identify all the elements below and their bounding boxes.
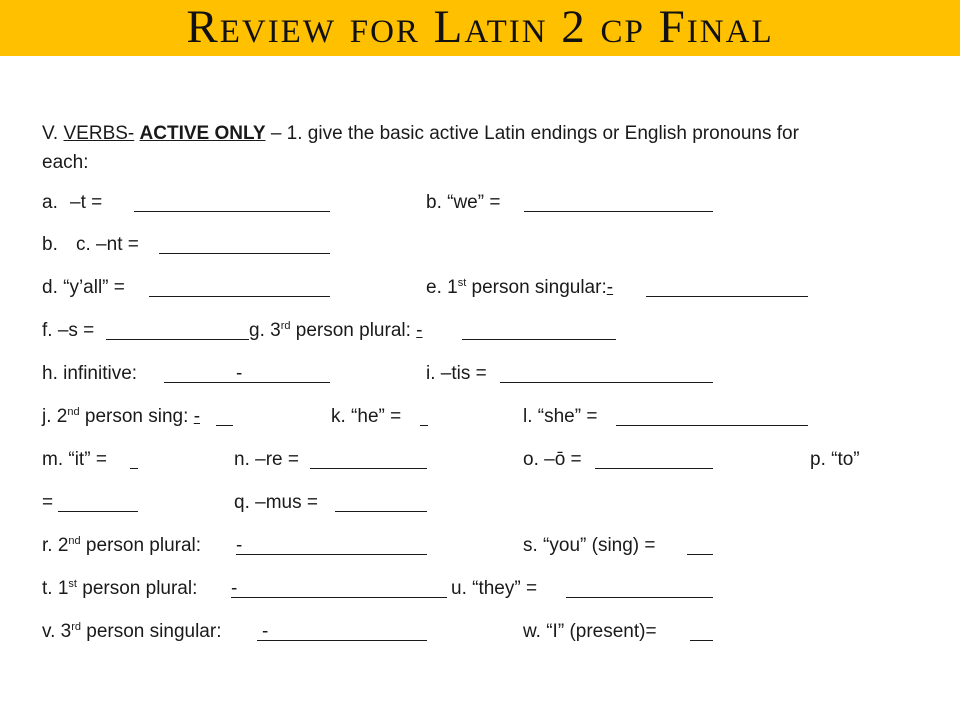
item-e-prompt — [426, 276, 613, 300]
item-p-equals: = — [42, 492, 54, 513]
item-j-dash: - — [193, 406, 201, 427]
item-v-dash: - — [262, 621, 269, 642]
item-e-text-rest: person singular: — [466, 277, 607, 298]
item-h-dash: - — [236, 363, 243, 384]
item-d-prompt: d. “y’all” = — [42, 277, 125, 298]
item-t-ordinal: st — [68, 578, 77, 590]
item-t-text-rest: person plural: — [76, 578, 198, 599]
item-o-prompt: o. –ō = — [523, 449, 582, 470]
item-b-prompt: b. “we” = — [426, 192, 501, 213]
item-h-prompt: h. infinitive: — [42, 363, 138, 384]
item-j-ordinal: nd — [67, 406, 80, 418]
item-k-prompt: k. “he” = — [331, 406, 402, 427]
item-g-ordinal: rd — [280, 320, 291, 332]
item-n-prompt: n. –re = — [234, 449, 299, 470]
item-v-ordinal: rd — [71, 621, 81, 633]
item-w-blank[interactable] — [690, 640, 713, 641]
item-r-text: r. 2 — [42, 535, 69, 556]
item-r-blank[interactable] — [236, 554, 427, 555]
item-v-text-rest: person singular: — [81, 621, 222, 642]
item-n-blank[interactable] — [310, 468, 427, 469]
item-j-text-rest: person sing: — [79, 406, 189, 427]
item-j-prompt — [42, 405, 200, 429]
item-s-prompt: s. “you” (sing) = — [523, 535, 656, 556]
item-u-blank[interactable] — [566, 597, 713, 598]
section-numeral: V. — [42, 123, 59, 144]
item-p-blank[interactable] — [58, 511, 138, 512]
item-c-blank[interactable] — [159, 253, 330, 254]
item-k-blank[interactable] — [420, 425, 428, 426]
item-m-prompt: m. “it” = — [42, 449, 107, 470]
item-g-blank[interactable] — [462, 339, 616, 340]
item-v-prompt — [42, 620, 221, 644]
item-v-blank[interactable] — [257, 640, 427, 641]
section-heading — [42, 122, 799, 146]
item-b2-letter: b. — [42, 234, 58, 255]
item-c-prompt: c. –nt = — [76, 234, 139, 255]
instruction-text: – 1. give the basic active Latin endings or English pronouns for — [270, 123, 799, 144]
item-a-blank[interactable] — [134, 211, 330, 212]
page-title: Review for Latin 2 cp Final — [186, 1, 774, 53]
item-b-blank[interactable] — [524, 211, 713, 212]
item-r-ordinal: nd — [68, 535, 81, 547]
item-g-text: g. 3 — [249, 320, 281, 341]
item-h-blank[interactable] — [164, 382, 330, 383]
item-g-prompt — [249, 319, 423, 343]
item-u-prompt: u. “they” = — [451, 578, 538, 599]
item-w-prompt: w. “I” (present)= — [523, 621, 657, 642]
item-v-text: v. 3 — [42, 621, 72, 642]
item-l-blank[interactable] — [616, 425, 808, 426]
item-e-blank[interactable] — [646, 296, 808, 297]
item-r-dash: - — [236, 535, 243, 556]
item-j-text: j. 2 — [42, 406, 68, 427]
item-g-dash: - — [416, 320, 423, 341]
item-t-dash: - — [231, 578, 238, 599]
item-o-blank[interactable] — [595, 468, 713, 469]
item-f-prompt: f. –s = — [42, 320, 95, 341]
verbs-label: VERBS- — [63, 123, 135, 144]
item-j-blank[interactable] — [216, 425, 233, 426]
item-i-prompt: i. –tis = — [426, 363, 487, 384]
item-t-blank[interactable] — [231, 597, 447, 598]
item-a-letter: a. — [42, 192, 58, 213]
item-a-prompt: –t = — [70, 192, 103, 213]
item-q-prompt: q. –mus = — [234, 492, 318, 513]
item-m-blank[interactable] — [130, 468, 138, 469]
item-f-blank[interactable] — [106, 339, 249, 340]
item-g-text-rest: person plural: — [290, 320, 411, 341]
item-t-prompt — [42, 577, 197, 601]
item-r-prompt — [42, 534, 201, 558]
item-l-prompt: l. “she” = — [523, 406, 598, 427]
item-t-text: t. 1 — [42, 578, 69, 599]
item-e-dash: - — [606, 277, 614, 298]
item-i-blank[interactable] — [500, 382, 713, 383]
item-p-prompt: p. “to” — [810, 449, 860, 470]
item-r-text-rest: person plural: — [80, 535, 202, 556]
item-e-ordinal: st — [457, 277, 467, 289]
item-d-blank[interactable] — [149, 296, 330, 297]
item-e-text: e. 1 — [426, 277, 458, 298]
active-only-label: ACTIVE ONLY — [139, 123, 266, 144]
item-q-blank[interactable] — [335, 511, 427, 512]
instruction-text-continued: each: — [42, 152, 89, 173]
item-s-blank[interactable] — [687, 554, 713, 555]
